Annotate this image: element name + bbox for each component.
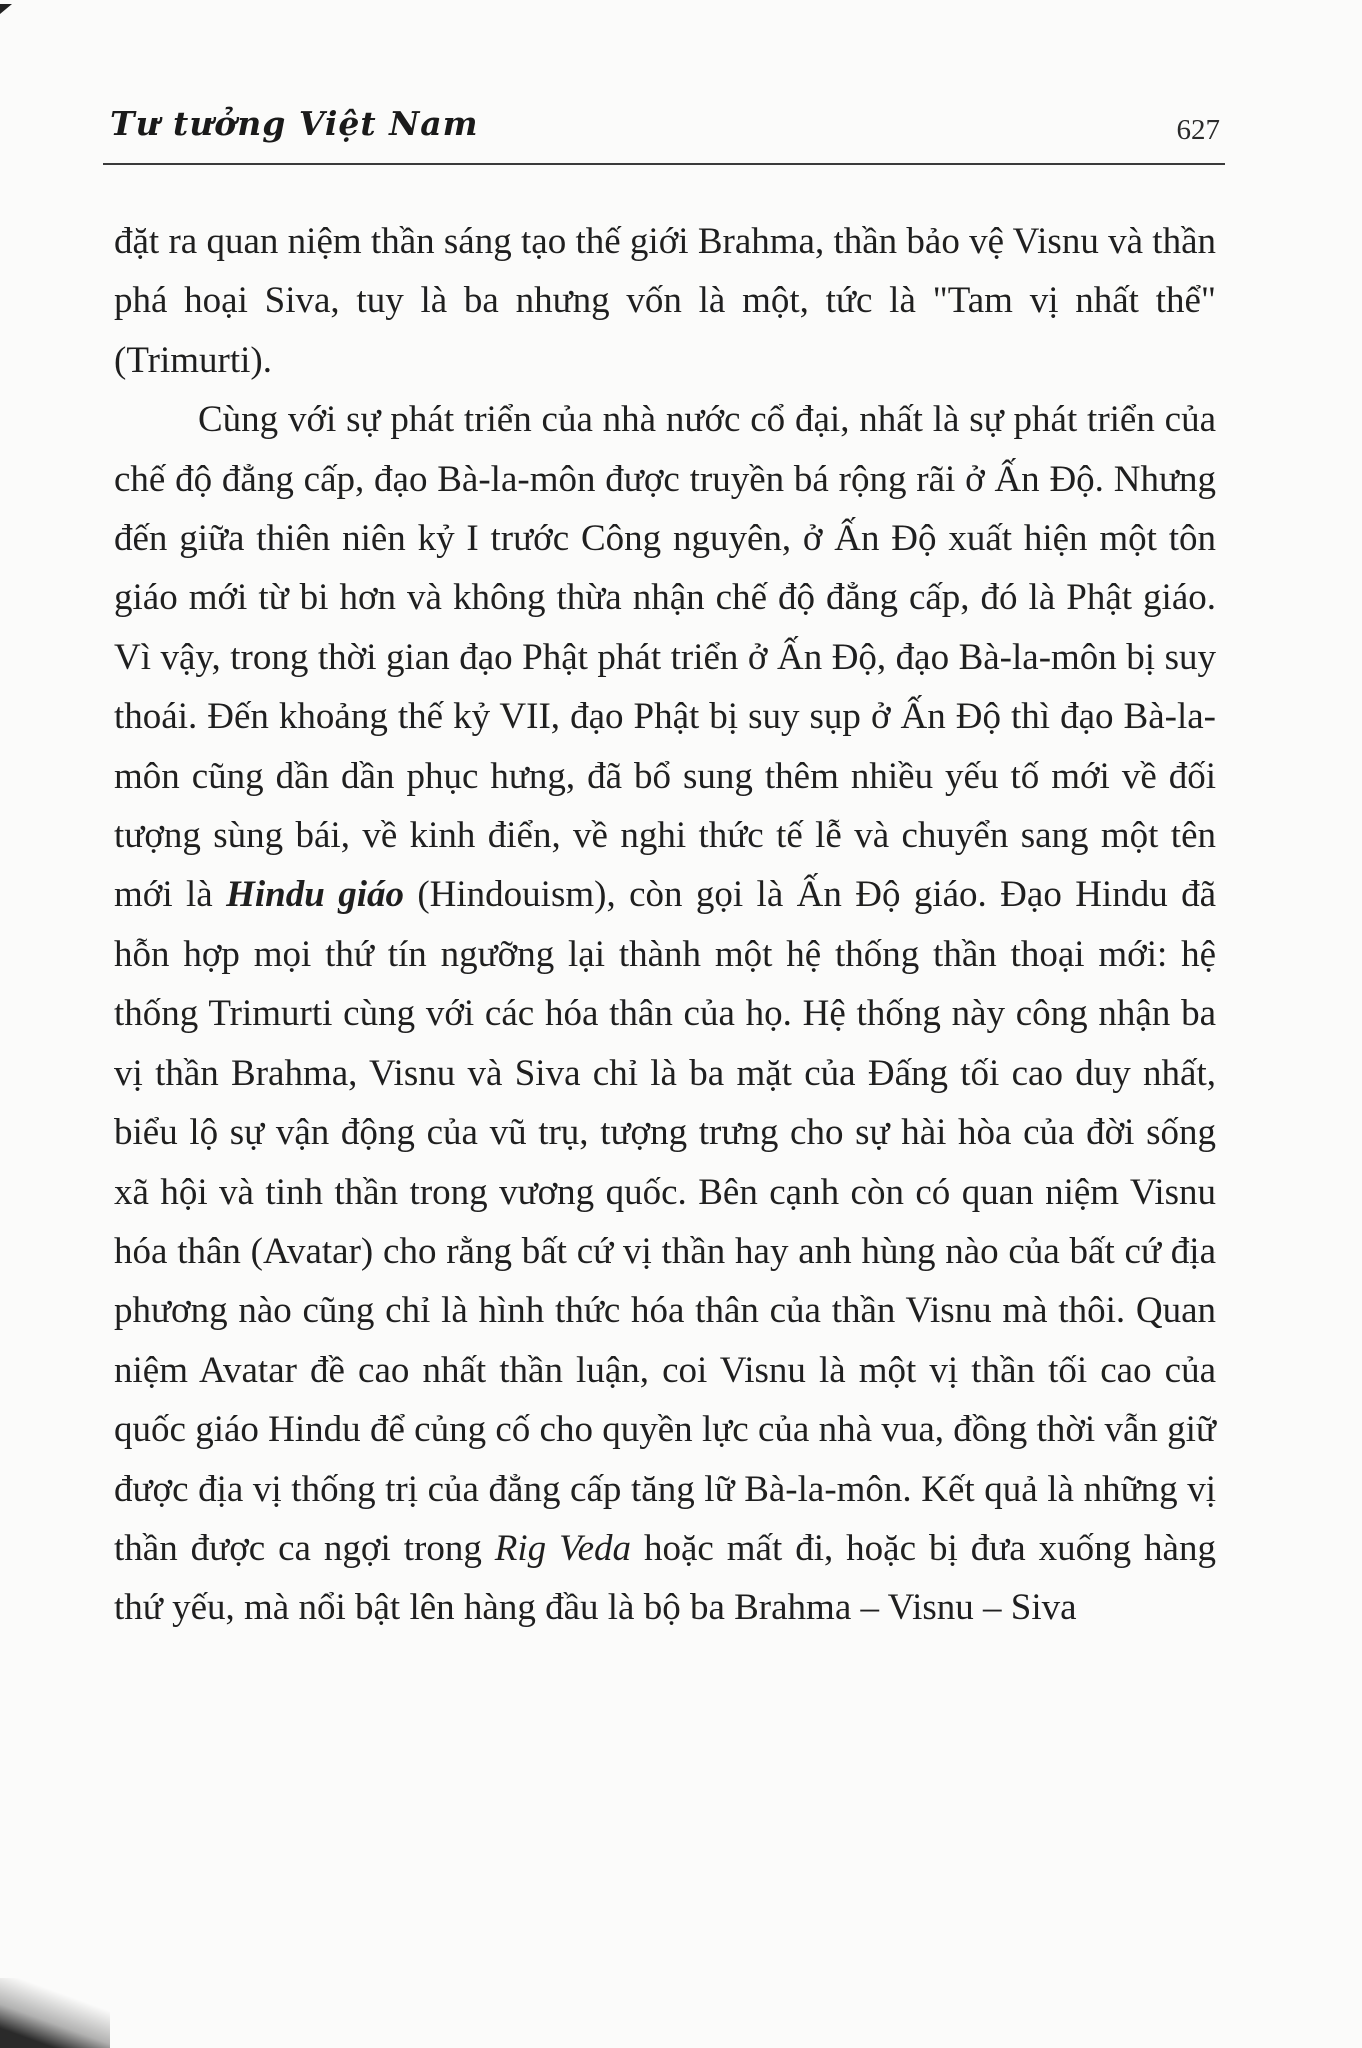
corner-mark: [0, 4, 12, 14]
paragraph-2-part-1: Cùng với sự phát triển của nhà nước cổ đại, nhất là sự phát triển của chế độ đẳng cấp, đạo Bà-la-môn được truyền bá rộng rãi ở Ấn Độ. Nhưng đến giữa thiên niên kỷ I trước Công nguyên, ở Ấn Độ xuất hiện một tôn giáo mới từ bi hơn và không thừa nhận chế độ đẳng cấp, đó là Phật giáo. Vì vậy, trong thời gian đạo Phật phát triển ở Ấn Độ, đạo Bà-la-môn bị suy thoái. Đến khoảng thế kỷ VII, đạo Phật bị suy sụp ở Ấn Độ thì đạo Bà-la-môn cũng dần dần phục hưng, đã bổ sung thêm nhiều yếu tố mới về đối tượng sùng bái, về kinh điển, về nghi thức tế lễ và chuyển sang một tên mới là: [114, 399, 1216, 916]
body-text: [114, 212, 1216, 1638]
header-rule: [103, 163, 1225, 165]
page-number: 627: [1176, 114, 1220, 146]
paragraph-2-part-2: (Hindouism), còn gọi là Ấn Độ giáo. Đạo Hindu đã hỗn hợp mọi thứ tín ngưỡng lại thành một hệ thống thần thoại mới: hệ thống Trimurti cùng với các hóa thân của họ. Hệ thống này công nhận ba vị thần Brahma, Visnu và Siva chỉ là ba mặt của Đấng tối cao duy nhất, biểu lộ sự vận động của vũ trụ, tượng trưng cho sự hài hòa của đời sống xã hội và tinh thần trong vương quốc. Bên cạnh còn có quan niệm Visnu hóa thân (Avatar) cho rằng bất cứ vị thần hay anh hùng nào của bất cứ địa phương nào cũng chỉ là hình thức hóa thân của thần Visnu mà thôi. Quan niệm Avatar đề cao nhất thần luận, coi Visnu là một vị thần tối cao của quốc giáo Hindu để củng cố cho quyền lực của nhà vua, đồng thời vẫn giữ được địa vị thống trị của đẳng cấp tăng lữ Bà-la-môn. Kết quả là những vị thần được ca ngợi trong: [114, 874, 1217, 1569]
rig-veda-title: Rig Veda: [494, 1527, 632, 1569]
paragraph-1: [114, 212, 1216, 390]
paragraph-2: [114, 390, 1216, 1638]
page-header: [110, 100, 1220, 160]
paragraph-2-part-3: hoặc mất đi, hoặc bị đưa xuống hàng thứ yếu, mà nổi bật lên hàng đầu là bộ ba Brahma – Visnu – Siva: [114, 1527, 1216, 1629]
paragraph-1-text: đặt ra quan niệm thần sáng tạo thế giới Brahma, thần bảo vệ Visnu và thần phá hoại Siva, tuy là ba nhưng vốn là một, tức là "Tam vị nhất thể" (Trimurti).: [114, 221, 1216, 381]
page-edge-shadow: [0, 1978, 110, 2048]
running-title: Tư tưởng Việt Nam: [110, 104, 479, 143]
hindu-term: Hindu giáo: [226, 874, 404, 916]
